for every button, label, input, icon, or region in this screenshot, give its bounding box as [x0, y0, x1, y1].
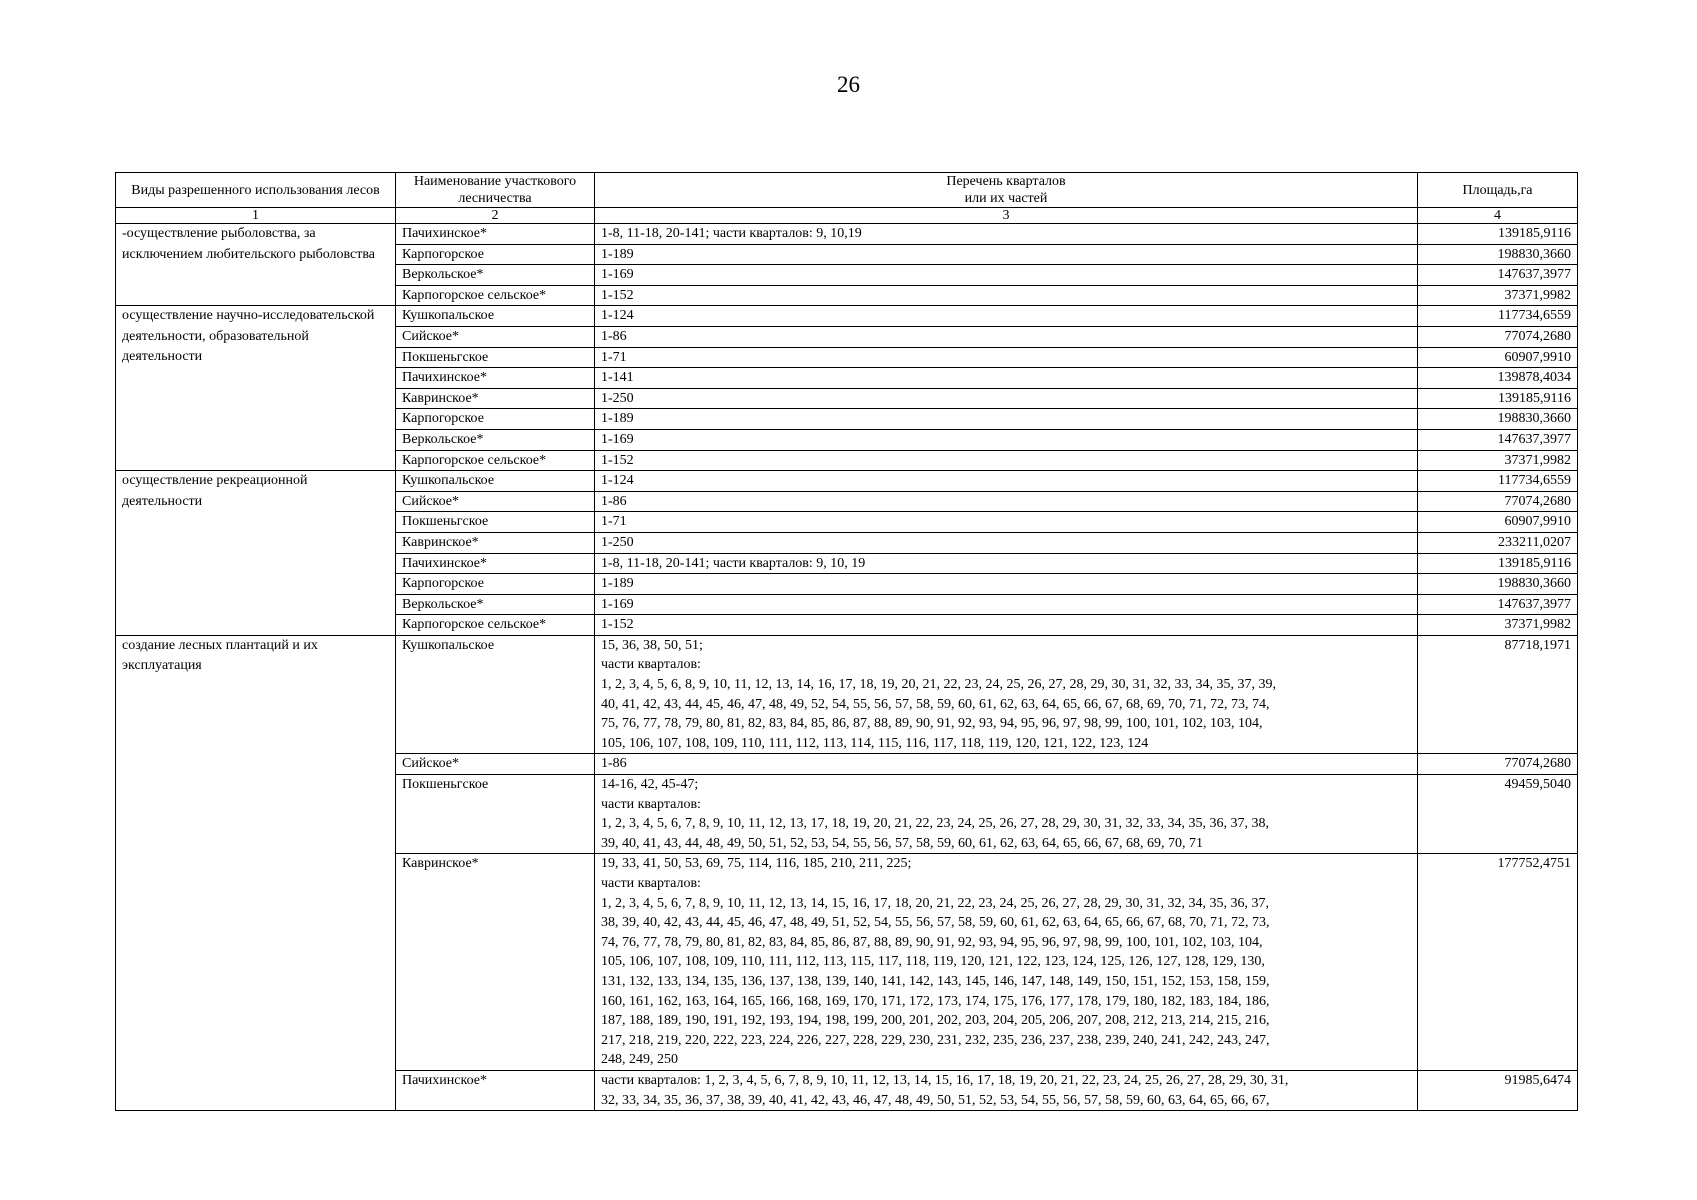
quarters-line: 39, 40, 41, 43, 44, 48, 49, 50, 51, 52, 53, 54, 55, 56, 57, 58, 59, 60, 61, 62, 63, 64, 65, 66, 67, 68, 69, 70, 71: [601, 835, 1203, 851]
quarters-cell: [595, 754, 1418, 775]
quarters-cell: [595, 615, 1418, 636]
area-cell: 60907,9910: [1418, 512, 1578, 533]
quarters-cell: [595, 594, 1418, 615]
header-row: [116, 173, 1578, 208]
forestry-name-cell: Пачихинское*: [396, 224, 595, 245]
quarters-line: 74, 76, 77, 78, 79, 80, 81, 82, 83, 84, 85, 86, 87, 88, 89, 90, 91, 92, 93, 94, 95, 96, 97, 98, 99, 100, 101, 102, 103, 104,: [601, 934, 1263, 950]
quarters-line: 1-189: [601, 576, 634, 592]
forestry-name-cell: Покшеньгское: [396, 775, 595, 854]
quarters-line: 19, 33, 41, 50, 53, 69, 75, 114, 116, 185, 210, 211, 225;: [601, 856, 912, 872]
quarters-line: 1-189: [601, 246, 634, 262]
quarters-line: 1, 2, 3, 4, 5, 6, 8, 9, 10, 11, 12, 13, 14, 16, 17, 18, 19, 20, 21, 22, 23, 24, 25, 26, 27, 28, 29, 30, 31, 32, 33, 34, 35, 37, 39,: [601, 677, 1276, 693]
header-quarters: [595, 173, 1418, 208]
area-cell: 198830,3660: [1418, 574, 1578, 595]
area-cell: 139185,9116: [1418, 224, 1578, 245]
quarters-line: 1, 2, 3, 4, 5, 6, 7, 8, 9, 10, 11, 12, 13, 14, 15, 16, 17, 18, 20, 21, 22, 23, 24, 25, 26, 27, 28, 29, 30, 31, 32, 34, 35, 36, 37,: [601, 895, 1269, 911]
quarters-line: 105, 106, 107, 108, 109, 110, 111, 112, 113, 115, 117, 118, 119, 120, 121, 122, 123, 124, 125, 126, 127, 128, 129, 130,: [601, 954, 1265, 970]
quarters-cell: [595, 347, 1418, 368]
forestry-name-cell: Кушкопальское: [396, 471, 595, 492]
quarters-line: части кварталов:: [601, 876, 701, 891]
quarters-cell: [595, 244, 1418, 265]
quarters-line: 1-86: [601, 328, 627, 344]
quarters-line: 1-124: [601, 473, 634, 489]
quarters-cell: [595, 306, 1418, 327]
area-cell: 233211,0207: [1418, 532, 1578, 553]
area-cell: 117734,6559: [1418, 306, 1578, 327]
quarters-line: 1-8, 11-18, 20-141; части кварталов: 9, 10, 19: [601, 555, 866, 571]
area-cell: 87718,1971: [1418, 635, 1578, 754]
page-number: 26: [837, 72, 860, 97]
use-type-cell: создание лесных плантаций и их эксплуатация: [116, 635, 396, 1110]
quarters-cell: [595, 553, 1418, 574]
quarters-line: 1, 2, 3, 4, 5, 6, 7, 8, 9, 10, 11, 12, 13, 17, 18, 19, 20, 21, 22, 23, 24, 25, 26, 27, 28, 29, 30, 31, 32, 33, 34, 35, 36, 37, 38,: [601, 816, 1269, 832]
quarters-cell: [595, 450, 1418, 471]
quarters-line: 1-189: [601, 411, 634, 427]
area-cell: 117734,6559: [1418, 471, 1578, 492]
quarters-line: 40, 41, 42, 43, 44, 45, 46, 47, 48, 49, 52, 54, 55, 56, 57, 58, 59, 60, 61, 62, 63, 64, 65, 66, 67, 68, 69, 70, 71, 72, 73, 74,: [601, 696, 1270, 712]
quarters-line: части кварталов:: [601, 796, 701, 812]
forestry-name-cell: Веркольское*: [396, 429, 595, 450]
quarters-line: 1-152: [601, 452, 634, 468]
quarters-line: 14-16, 42, 45-47;: [601, 777, 699, 793]
quarters-line: 1-152: [601, 287, 634, 303]
area-cell: 139878,4034: [1418, 368, 1578, 389]
forestry-name-cell: Покшеньгское: [396, 347, 595, 368]
forestry-name-cell: Веркольское*: [396, 265, 595, 286]
quarters-line: 1-86: [601, 756, 627, 772]
forest-use-table: [115, 172, 1578, 1111]
column-number: 2: [396, 208, 595, 224]
quarters-cell: [595, 775, 1418, 854]
use-type-cell: осуществление рекреационной деятельности: [116, 471, 396, 636]
quarters-cell: [595, 429, 1418, 450]
quarters-cell: [595, 409, 1418, 430]
forestry-name-cell: Карпогорское сельское*: [396, 285, 595, 306]
forestry-name-cell: Сийское*: [396, 326, 595, 347]
column-number: 3: [595, 208, 1418, 224]
area-cell: 77074,2680: [1418, 491, 1578, 512]
column-number: 1: [116, 208, 396, 224]
quarters-cell: [595, 854, 1418, 1071]
forestry-name-cell: Карпогорское: [396, 244, 595, 265]
header-area: Площадь,га: [1418, 173, 1578, 208]
table-row: [116, 224, 1578, 245]
area-cell: 139185,9116: [1418, 553, 1578, 574]
forestry-name-cell: Карпогорское сельское*: [396, 615, 595, 636]
quarters-cell: [595, 368, 1418, 389]
quarters-line: 1-169: [601, 431, 634, 447]
table-body: [116, 224, 1578, 1111]
quarters-line: 75, 76, 77, 78, 79, 80, 81, 82, 83, 84, 85, 86, 87, 88, 89, 90, 91, 92, 93, 94, 95, 96, 97, 98, 99, 100, 101, 102, 103, 104,: [601, 716, 1263, 732]
quarters-line: 38, 39, 40, 42, 43, 44, 45, 46, 47, 48, 49, 51, 52, 54, 55, 56, 57, 58, 59, 60, 61, 62, 63, 64, 65, 66, 67, 68, 70, 71, 72, 73,: [601, 915, 1270, 931]
forestry-name-cell: Покшеньгское: [396, 512, 595, 533]
quarters-cell: [595, 491, 1418, 512]
header-quarters-line2: или их частей: [964, 191, 1048, 206]
area-cell: 60907,9910: [1418, 347, 1578, 368]
quarters-cell: [595, 574, 1418, 595]
quarters-line: 1-8, 11-18, 20-141; части кварталов: 9, 10,19: [601, 226, 862, 241]
forestry-name-cell: Пачихинское*: [396, 553, 595, 574]
forestry-name-cell: Кавринское*: [396, 532, 595, 553]
forestry-name-cell: Кушкопальское: [396, 306, 595, 327]
forestry-name-cell: Кушкопальское: [396, 635, 595, 754]
quarters-cell: [595, 471, 1418, 492]
forestry-name-cell: Веркольское*: [396, 594, 595, 615]
forestry-name-cell: Сийское*: [396, 491, 595, 512]
quarters-line: 1-250: [601, 534, 634, 550]
quarters-line: 15, 36, 38, 50, 51;: [601, 637, 703, 653]
forestry-name-cell: Сийское*: [396, 754, 595, 775]
area-cell: 77074,2680: [1418, 326, 1578, 347]
quarters-cell: [595, 285, 1418, 306]
quarters-line: 217, 218, 219, 220, 222, 223, 224, 226, 227, 228, 229, 230, 231, 232, 235, 236, 237, 238, 239, 240, 241, 242, 243, 247,: [601, 1032, 1270, 1048]
area-cell: 147637,3977: [1418, 594, 1578, 615]
quarters-cell: [595, 532, 1418, 553]
area-cell: 139185,9116: [1418, 388, 1578, 409]
area-cell: 198830,3660: [1418, 244, 1578, 265]
table-row: [116, 635, 1578, 754]
quarters-line: 1-124: [601, 308, 634, 324]
quarters-cell: [595, 1070, 1418, 1110]
forestry-name-cell: Карпогорское: [396, 574, 595, 595]
quarters-line: 131, 132, 133, 134, 135, 136, 137, 138, 139, 140, 141, 142, 143, 145, 146, 147, 148, 149, 150, 151, 152, 153, 158, 159,: [601, 973, 1270, 989]
quarters-line: 1-169: [601, 596, 634, 612]
area-cell: 147637,3977: [1418, 429, 1578, 450]
forestry-name-cell: Пачихинское*: [396, 368, 595, 389]
forestry-name-cell: Пачихинское*: [396, 1070, 595, 1110]
quarters-line: 187, 188, 189, 190, 191, 192, 193, 194, 198, 199, 200, 201, 202, 203, 204, 205, 206, 207, 208, 212, 213, 214, 215, 216,: [601, 1013, 1270, 1029]
area-cell: 177752,4751: [1418, 854, 1578, 1071]
column-number-row: [116, 208, 1578, 224]
quarters-line: 105, 106, 107, 108, 109, 110, 111, 112, 113, 114, 115, 116, 117, 118, 119, 120, 121, 122, 123, 124: [601, 735, 1149, 751]
use-type-cell: осуществление научно-исследовательской деятельности, образовательной деятельности: [116, 306, 396, 471]
quarters-cell: [595, 224, 1418, 245]
quarters-cell: [595, 388, 1418, 409]
quarters-line: 1-152: [601, 617, 634, 633]
area-cell: 77074,2680: [1418, 754, 1578, 775]
header-use-type: Виды разрешенного использования лесов: [116, 173, 396, 208]
quarters-line: 1-169: [601, 267, 634, 283]
quarters-cell: [595, 265, 1418, 286]
area-cell: 198830,3660: [1418, 409, 1578, 430]
header-forestry-name: Наименование участкового лесничества: [396, 173, 595, 208]
quarters-line: 1-86: [601, 493, 627, 509]
quarters-cell: [595, 326, 1418, 347]
quarters-line: 1-141: [601, 370, 634, 386]
use-type-cell: -осуществление рыболовства, за исключением любительского рыболовства: [116, 224, 396, 306]
area-cell: 37371,9982: [1418, 450, 1578, 471]
forestry-name-cell: Карпогорское сельское*: [396, 450, 595, 471]
column-number: 4: [1418, 208, 1578, 224]
quarters-cell: [595, 512, 1418, 533]
quarters-cell: [595, 635, 1418, 754]
quarters-line: 1-71: [601, 514, 627, 530]
area-cell: 37371,9982: [1418, 285, 1578, 306]
quarters-line: 1-71: [601, 349, 627, 365]
quarters-line: 1-250: [601, 390, 634, 406]
quarters-line: 248, 249, 250: [601, 1052, 678, 1068]
quarters-line: части кварталов: 1, 2, 3, 4, 5, 6, 7, 8, 9, 10, 11, 12, 13, 14, 15, 16, 17, 18, 19, 20, 21, 22, 23, 24, 25, 26, 27, 28, 29, 30, 31,: [601, 1072, 1289, 1088]
area-cell: 49459,5040: [1418, 775, 1578, 854]
table-row: [116, 471, 1578, 492]
area-cell: 37371,9982: [1418, 615, 1578, 636]
area-cell: 91985,6474: [1418, 1070, 1578, 1110]
area-cell: 147637,3977: [1418, 265, 1578, 286]
forestry-name-cell: Кавринское*: [396, 388, 595, 409]
quarters-line: 160, 161, 162, 163, 164, 165, 166, 168, 169, 170, 171, 172, 173, 174, 175, 176, 177, 178, 179, 180, 182, 183, 184, 186,: [601, 993, 1270, 1009]
table-row: [116, 306, 1578, 327]
forestry-name-cell: Карпогорское: [396, 409, 595, 430]
header-quarters-line1: Перечень кварталов: [946, 174, 1066, 189]
quarters-line: 32, 33, 34, 35, 36, 37, 38, 39, 40, 41, 42, 43, 46, 47, 48, 49, 50, 51, 52, 53, 54, 55, 56, 57, 58, 59, 60, 63, 64, 65, 66, 67,: [601, 1092, 1270, 1108]
quarters-line: части кварталов:: [601, 657, 701, 673]
forestry-name-cell: Кавринское*: [396, 854, 595, 1071]
